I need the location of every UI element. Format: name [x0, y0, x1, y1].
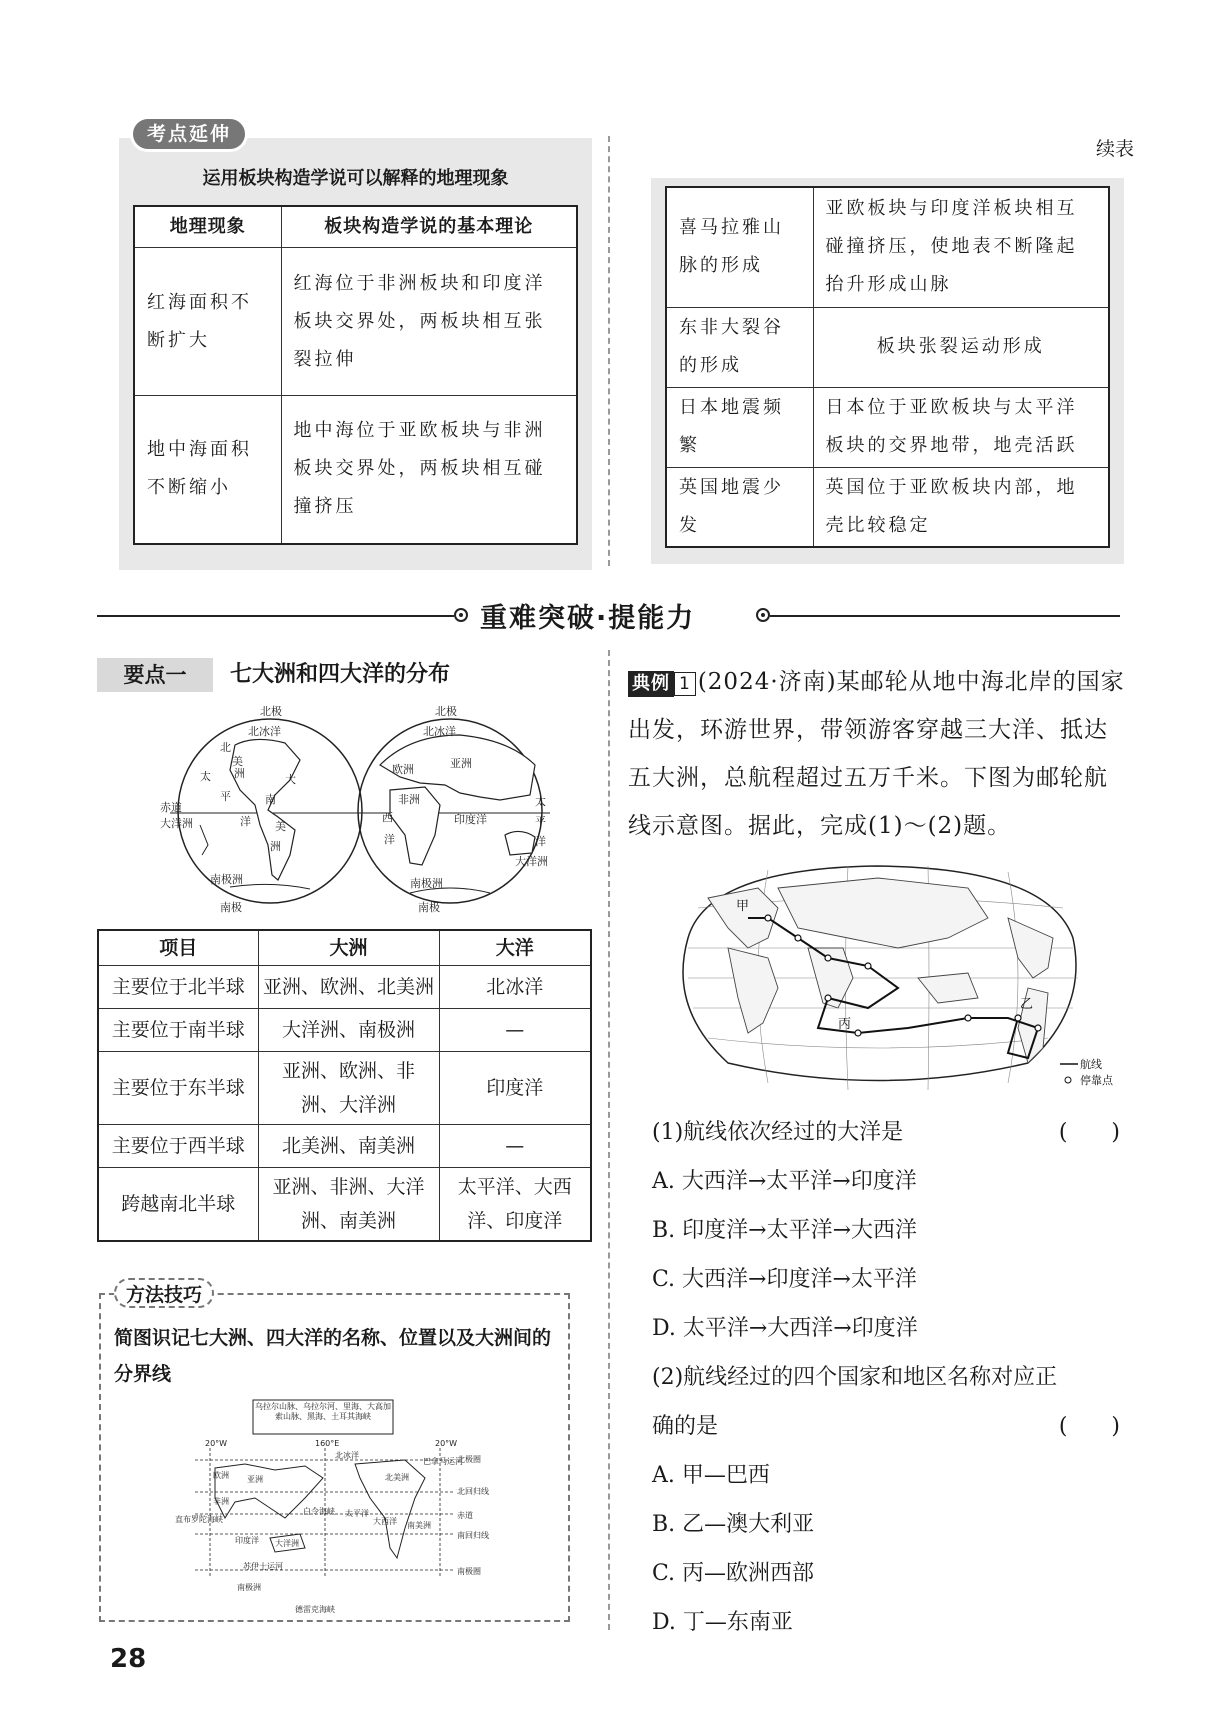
label-indian: 印度洋 [454, 813, 487, 826]
section-banner-title: 重难突破·提能力 [480, 603, 696, 634]
table-header-row [98, 930, 591, 966]
theory-cell: 红海位于非洲板块和印度洋板块交界处，两板块相互张裂拉伸 [281, 248, 577, 396]
header-theory: 板块构造学说的基本理论 [281, 206, 577, 248]
label-antarctica-2: 南极洲 [410, 877, 443, 890]
table-row [666, 387, 1109, 467]
method-text: 简图识记七大洲、四大洋的名称、位置以及大洲间的分界线 [114, 1327, 552, 1385]
label-sa-zhou: 洲 [270, 840, 281, 853]
table-row [98, 1168, 591, 1242]
cell-item: 主要位于东半球 [98, 1052, 258, 1125]
cell-item: 主要位于北半球 [98, 966, 258, 1009]
q1-option-b[interactable]: B. 印度洋→太平洋→大西洋 [652, 1218, 918, 1243]
keypoint-title: 七大洲和四大洋的分布 [230, 662, 451, 687]
diagram-oceania: 大洋洲 [275, 1539, 299, 1548]
theory-cell: 英国位于亚欧板块内部，地壳比较稳定 [813, 467, 1109, 547]
column-divider-top [608, 136, 610, 566]
column-divider-bottom [608, 650, 610, 1630]
theory-cell: 地中海位于亚欧板块与非洲板块交界处，两板块相互碰撞挤压 [281, 396, 577, 544]
phenomenon-cell: 喜马拉雅山脉的形成 [666, 187, 813, 307]
extension-badge: 考点延伸 [133, 119, 245, 149]
map-label-jia: 甲 [736, 899, 750, 914]
table-row [98, 966, 591, 1009]
table-row [134, 248, 577, 396]
diagram-arctic: 北冰洋 [335, 1451, 359, 1460]
cell-continent: 亚洲、非洲、大洋洲、南美洲 [258, 1168, 439, 1242]
cell-ocean: — [439, 1125, 591, 1168]
q1-option-c[interactable]: C. 大西洋→印度洋→太平洋 [652, 1267, 917, 1292]
cell-ocean: 北冰洋 [439, 966, 591, 1009]
label-europe: 欧洲 [392, 763, 414, 776]
table-row [134, 396, 577, 544]
label-asia: 亚洲 [450, 757, 472, 770]
plate-table-right [665, 186, 1110, 548]
line-tropic-s: 南回归线 [457, 1531, 489, 1540]
example-paragraph [628, 658, 1126, 850]
cell-continent: 亚洲、欧洲、非洲、大洋洲 [258, 1052, 439, 1125]
diagram-europe: 欧洲 [213, 1471, 229, 1480]
cell-continent: 大洋洲、南极洲 [258, 1009, 439, 1052]
table-row [98, 1009, 591, 1052]
hemisphere-map [160, 705, 600, 925]
distribution-table [97, 929, 592, 1242]
method-badge: 方法技巧 [114, 1278, 214, 1308]
phenomenon-cell: 东非大裂谷的形成 [666, 307, 813, 387]
label-oceania: 大洋洲 [160, 817, 193, 830]
extension-title: 运用板块构造学说可以解释的地理现象 [202, 168, 509, 189]
table-row [98, 1125, 591, 1168]
phenomenon-cell: 日本地震频繁 [666, 387, 813, 467]
table-row [666, 307, 1109, 387]
phenomenon-cell: 地中海面积不断缩小 [134, 396, 281, 544]
diagram-pacific: 太平洋 [345, 1509, 369, 1518]
continued-label: 续表 [1095, 138, 1134, 160]
plate-table-left [133, 205, 578, 545]
banner-line-right [770, 615, 1120, 617]
label-antarctica-1: 南极洲 [210, 873, 243, 886]
cell-item: 主要位于南半球 [98, 1009, 258, 1052]
table-row [666, 467, 1109, 547]
cell-continent: 亚洲、欧洲、北美洲 [258, 966, 439, 1009]
map-label-bing: 丙 [838, 1017, 852, 1032]
q1-option-a[interactable]: A. 大西洋→太平洋→印度洋 [652, 1169, 917, 1194]
lon-160e: 160°E [315, 1439, 340, 1448]
theory-cell: 日本位于亚欧板块与太平洋板块的交界地带，地壳活跃 [813, 387, 1109, 467]
diagram-africa: 非洲 [213, 1497, 229, 1506]
q2-option-b[interactable]: B. 乙—澳大利亚 [652, 1512, 815, 1537]
diagram-atlantic: 大西洋 [373, 1517, 397, 1526]
label-south-1: 南 [265, 793, 276, 806]
phenomenon-cell: 英国地震少发 [666, 467, 813, 547]
label-equator: 赤道 [160, 801, 182, 814]
q1-stem: (1)航线依次经过的大洋是 [652, 1120, 904, 1145]
label-south-pole-2: 南极 [418, 901, 440, 914]
q2-stem-2: 确的是 [652, 1414, 719, 1439]
line-equator: 赤道 [457, 1511, 473, 1520]
table-header-row [134, 206, 577, 248]
cell-ocean: 印度洋 [439, 1052, 591, 1125]
cell-ocean: 太平洋、大西洋、印度洋 [439, 1168, 591, 1242]
cell-item: 主要位于西半球 [98, 1125, 258, 1168]
continent-boundary-diagram [175, 1398, 495, 1616]
q1-option-d[interactable]: D. 太平洋→大西洋→印度洋 [652, 1316, 918, 1341]
lon-20w-2: 20°W [435, 1439, 458, 1448]
diagram-gibraltar: 直布罗陀海峡 [175, 1515, 223, 1524]
label-north-america-b: 洲 [234, 767, 245, 780]
example-tag: 典例 [628, 671, 674, 697]
label-atlantic-yang: 洋 [384, 833, 395, 846]
label-pacific-a: 太 [200, 770, 211, 783]
label-r-ping: 平 [535, 815, 546, 828]
q2-option-d[interactable]: D. 丁—东南亚 [652, 1610, 793, 1635]
diagram-panama: 巴拿马运河 [423, 1457, 463, 1466]
page-number: 28 [110, 1644, 147, 1674]
diagram-north-america: 北美洲 [385, 1473, 409, 1482]
diagram-drake: 德雷克海峡 [295, 1605, 335, 1614]
q2-answer-paren[interactable]: ( ) [1058, 1414, 1120, 1439]
label-south-pole-1: 南极 [220, 901, 242, 914]
label-sa-mei: 美 [275, 820, 286, 833]
label-oceania-2: 大洋洲 [515, 855, 548, 868]
banner-dot-right [756, 608, 770, 622]
banner-dot-left [454, 608, 468, 622]
lon-20w-1: 20°W [205, 1439, 228, 1448]
label-atlantic-xi: 西 [382, 811, 393, 824]
legend-stop: 停靠点 [1080, 1074, 1113, 1087]
label-arctic-2: 北冰洋 [423, 725, 456, 738]
line-tropic-n: 北回归线 [457, 1487, 489, 1496]
header-phenomenon: 地理现象 [134, 206, 281, 248]
diagram-suez: 苏伊士运河 [243, 1562, 283, 1571]
label-atlantic-big: 大 [285, 773, 296, 786]
theory-cell: 亚欧板块与印度洋板块相互碰撞挤压，使地表不断隆起抬升形成山脉 [813, 187, 1109, 307]
q2-option-c[interactable]: C. 丙—欧洲西部 [652, 1561, 815, 1586]
legend-route: 航线 [1080, 1058, 1102, 1071]
table-row [666, 187, 1109, 307]
header-continent: 大洲 [258, 930, 439, 966]
example-source: (2024·济南) [697, 669, 837, 695]
header-ocean: 大洋 [439, 930, 591, 966]
diagram-south-america: 南美洲 [407, 1521, 431, 1530]
diagram-indian: 印度洋 [235, 1536, 259, 1545]
label-africa: 非洲 [398, 793, 420, 806]
header-item: 项目 [98, 930, 258, 966]
q1-answer-paren[interactable]: ( ) [1058, 1120, 1120, 1145]
label-r-yang: 洋 [535, 835, 546, 848]
diagram-antarctica: 南极洲 [237, 1583, 261, 1592]
line-arctic-circle: 北极圈 [457, 1455, 481, 1464]
label-r-tai: 太 [535, 795, 546, 808]
label-north-pole-1: 北极 [260, 705, 282, 718]
label-pacific-b: 平 [220, 790, 231, 803]
boundary-top-box: 乌拉尔山脉、乌拉尔河、里海、大高加索山脉、黑海、土耳其海峡 [255, 1402, 391, 1421]
theory-cell: 板块张裂运动形成 [813, 307, 1109, 387]
q2-stem-1: (2)航线经过的四个国家和地区名称对应正 [652, 1365, 1058, 1390]
label-pacific-c: 洋 [240, 815, 251, 828]
diagram-bering: 白令海峡 [303, 1507, 335, 1516]
cell-ocean: — [439, 1009, 591, 1052]
cell-item: 跨越南北半球 [98, 1168, 258, 1242]
cruise-route-map [668, 858, 1128, 1098]
map-label-yi: 乙 [1020, 997, 1034, 1012]
banner-line-left [97, 615, 454, 617]
example-number: 1 [674, 672, 696, 696]
line-antarctic-circle: 南极圈 [457, 1567, 481, 1576]
diagram-asia: 亚洲 [247, 1475, 263, 1484]
phenomenon-cell: 红海面积不断扩大 [134, 248, 281, 396]
label-arctic-1: 北冰洋 [248, 725, 281, 738]
keypoint-label: 要点一 [97, 658, 213, 692]
label-north-america-a: 美 [232, 755, 243, 768]
q2-option-a[interactable]: A. 甲—巴西 [652, 1463, 770, 1488]
label-north-pole-2: 北极 [435, 705, 457, 718]
cell-continent: 北美洲、南美洲 [258, 1125, 439, 1168]
label-north-1: 北 [220, 741, 231, 754]
table-row [98, 1052, 591, 1125]
example-text: 某邮轮从地中海北岸的国家出发，环游世界，带领游客穿越三大洋、抵达五大洲，总航程超过五万千米。下图为邮轮航线示意图。据此，完成(1)～(2)题。 [628, 669, 1125, 839]
